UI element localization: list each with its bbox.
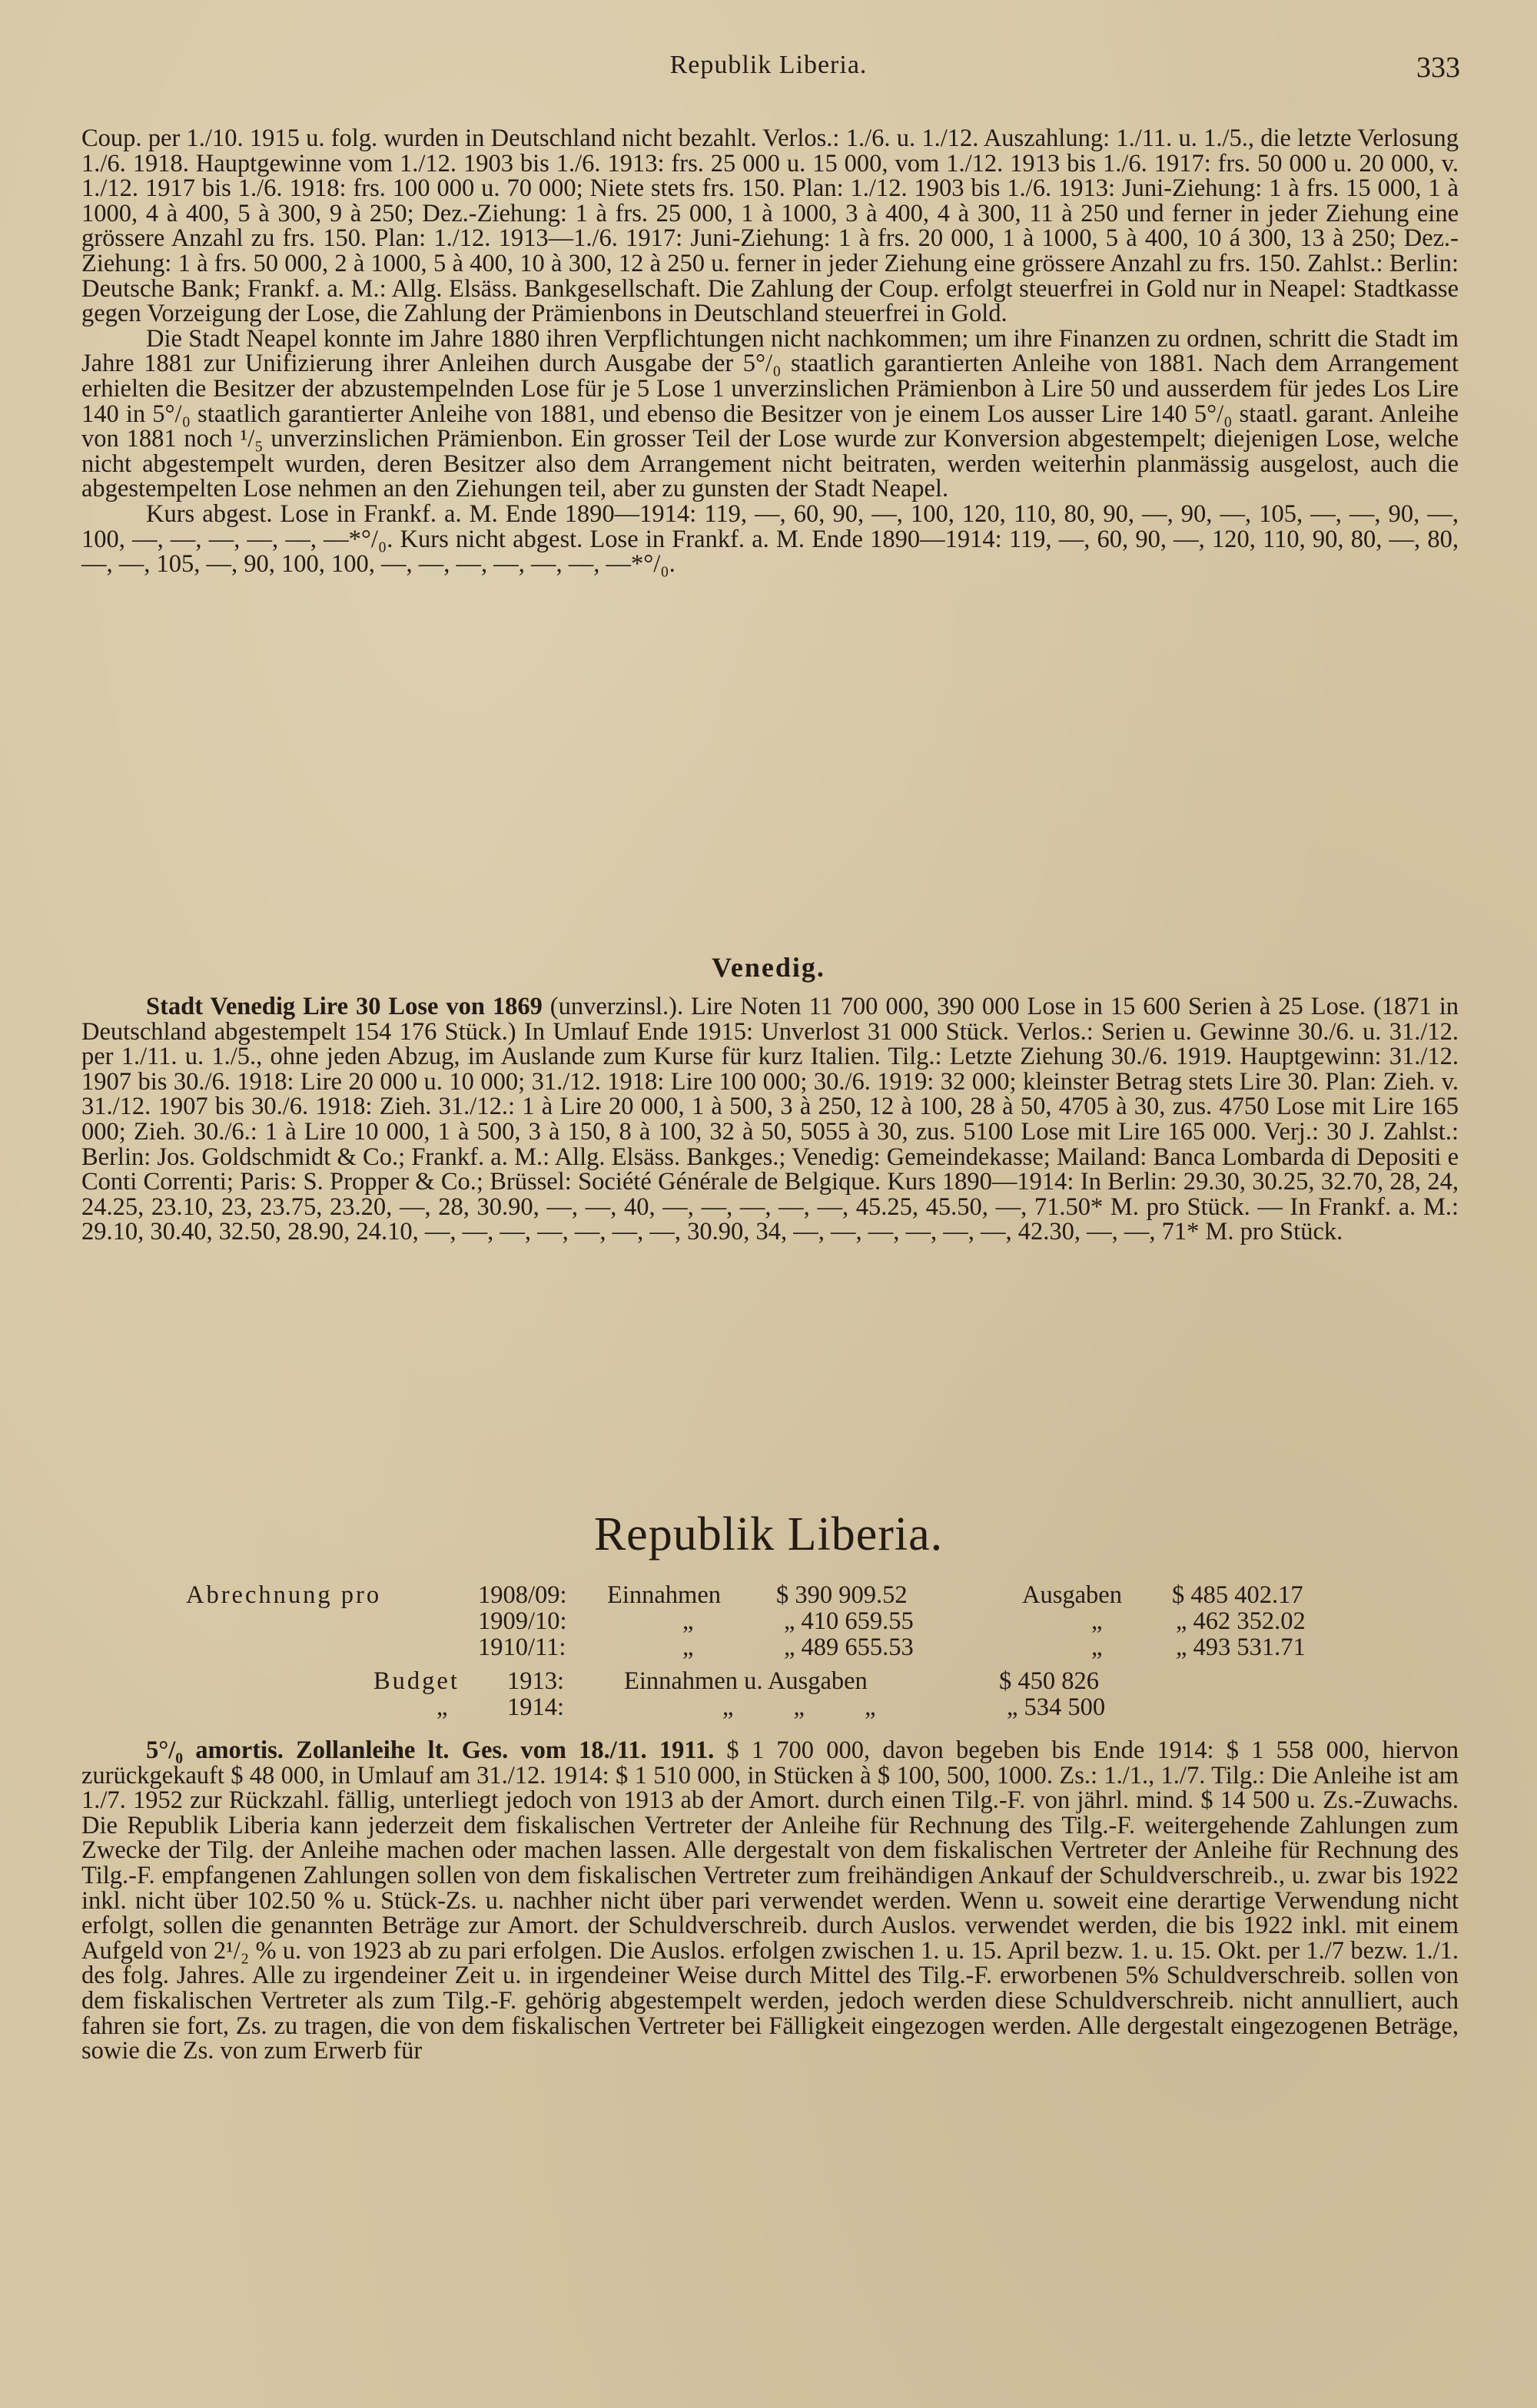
row-2-period: 1909/10: xyxy=(478,1607,567,1635)
row-1-period: 1908/09: xyxy=(478,1581,567,1609)
venedig-lead: Stadt Venedig Lire 30 Lose von 1869 xyxy=(146,993,543,1020)
row-3-out-label: „ xyxy=(1091,1634,1103,1661)
budget-1-year: 1913: xyxy=(507,1667,565,1695)
budget-1-text: Einnahmen u. Ausgaben xyxy=(624,1667,868,1695)
row-1-out-label: Ausgaben xyxy=(1022,1581,1122,1609)
neapel-section xyxy=(81,126,1459,577)
budget-2-value: „ 534 500 xyxy=(1007,1693,1106,1721)
row-3-period: 1910/11: xyxy=(478,1634,566,1661)
venedig-section xyxy=(81,994,1459,1245)
budget-2-year: 1914: xyxy=(507,1693,565,1721)
row-1-out-value: $ 485 402.17 xyxy=(1172,1581,1303,1609)
row-2-in-label: „ xyxy=(682,1607,694,1635)
zollanleihe-section xyxy=(81,1738,1459,2064)
budget-label: Budget xyxy=(373,1667,460,1695)
row-3-out-value: „ 493 531.71 xyxy=(1176,1634,1306,1661)
running-title: Republik Liberia. xyxy=(669,51,868,79)
zollanleihe-body: $ 1 700 000, davon begeben bis Ende 1914: $ 1 558 000, hiervon zurückgekauft $ 48 000, in Umlauf am 31./12. 1914: $ 1 510 000, in Stücken à $ 100, 500, 1000. Zs.: 1./1., 1./7. Tilg.: Die Anleihe ist am 1./7. 1952 zur Rückzahl. fällig, unterliegt jedoch von 1913 ab der Amort. durch einen Tilg.-F. von jährl. mind. $ 14 500 u. Zs.-Zuwachs. Die Republik Liberia kann jederzeit dem fiskalischen Vertreter der Anleihe für Rechnung des Tilg.-F. weitergehende Zahlungen zum Zwecke der Tilg. der Anleihe machen oder machen lassen. Alle dergestalt von dem fiskalischen Vertreter der Anleihe für Rechnung des Tilg.-F. empfangenen Zahlungen sollen von dem fiskalischen Vertreter zum freihändigen Ankauf der Schuldverschreib., u. zwar bis 1922 inkl. nicht über 102.50 % u. Stück-Zs. u. nachher nicht über pari verwendet werden. Wenn u. soweit eine derartige Verwendung nicht erfolgt, sollen die genannten Beträge zur Amort. der Schuldverschreib. durch Auslos. verwendet werden, die bis 1922 inkl. mit einem Aufgeld von 2¹/₂ % u. von 1923 ab zu pari erfolgen. Die Auslos. erfolgen zwischen 1. u. 15. April bezw. 1. u. 15. Okt. per 1./7 bezw. 1./1. des folg. Jahres. Alle zu irgendeiner Zeit u. in irgendeiner Weise durch Mittel des Tilg.-F. erworbenen 5% Schuldverschreib. sollen von dem fiskalischen Vertreter als zum Tilg.-F. gehörig abgestempelt werden, jedoch werden diese Schuldverschreib. nicht annulliert, auch fahren sie fort, Zs. zu tragen, die von dem fiskalischen Vertreter bei Fälligkeit eingezogen werden. Alle dergestalt eingezogenen Beträge, sowie die Zs. von zum Erwerb für xyxy=(81,1736,1459,2065)
row-2-out-label: „ xyxy=(1091,1607,1103,1635)
budget-2-text: „ „ „ xyxy=(722,1693,876,1721)
budget-1-value: $ 450 826 xyxy=(999,1667,1099,1695)
row-1-in-label: Einnahmen xyxy=(607,1581,722,1609)
row-3-in-value: „ 489 655.53 xyxy=(784,1634,914,1661)
page-header xyxy=(77,51,1460,89)
budget-2-prefix: „ xyxy=(437,1693,448,1721)
row-1-in-value: $ 390 909.52 xyxy=(776,1581,908,1609)
row-3-in-label: „ xyxy=(682,1634,694,1661)
page-number: 333 xyxy=(1416,51,1460,84)
zollanleihe-paragraph xyxy=(81,1738,1459,2064)
abrechnung-label: Abrechnung pro xyxy=(186,1581,382,1609)
row-2-in-value: „ 410 659.55 xyxy=(784,1607,914,1635)
venedig-heading: Venedig. xyxy=(712,952,825,983)
liberia-finance-table xyxy=(0,1583,1537,1729)
venedig-body: (unverzinsl.). Lire Noten 11 700 000, 390 000 Lose in 15 600 Serien à 25 Lose. (1871 in Deutschland abgestempelt 154 176 Stück.) In Umlauf Ende 1915: Unverlost 31 000 Stück. Verlos.: Serien u. Gewinne 30./6. u. 31./12. per 1./11. u. 1./5., ohne jeden Abzug, im Auslande zum Kurse für kurz Italien. Tilg.: Letzte Ziehung 30./6. 1919. Hauptgewinn: 31./12. 1907 bis 30./6. 1918: Lire 20 000 u. 10 000; 31./12. 1918: Lire 100 000; 30./6. 1919: 32 000; kleinster Betrag stets Lire 30. Plan: Zieh. v. 31./12. 1907 bis 30./6. 1918: Zieh. 31./12.: 1 à Lire 20 000, 1 à 500, 3 à 250, 12 à 100, 28 à 50, 4705 à 30, zus. 4750 Lose mit Lire 165 000; Zieh. 30./6.: 1 à Lire 10 000, 1 à 500, 3 à 150, 8 à 100, 32 à 50, 5055 à 30, zus. 5100 Lose mit Lire 165 000. Verj.: 30 J. Zahlst.: Berlin: Jos. Goldschmidt & Co.; Frankf. a. M.: Allg. Elsäss. Bankges.; Venedig: Gemeindekasse; Mailand: Banca Lombarda di Depositi e Conti Correnti; Paris: S. Propper & Co.; Brüssel: Société Générale de Belgique. Kurs 1890—1914: In Berlin: 29.30, 30.25, 32.70, 28, 24, 24.25, 23.10, 23, 23.75, 23.20, —, 28, 30.90, —, —, 40, —, —, —, —, —, 45.25, 45.50, —, 71.50* M. pro Stück. — In Frankf. a. M.: 29.10, 30.40, 32.50, 28.90, 24.10, —, —, —, —, —, —, —, 30.90, 34, —, —, —, —, —, —, 42.30, —, —, 71* M. pro Stück. xyxy=(81,993,1459,1246)
row-2-out-value: „ 462 352.02 xyxy=(1176,1607,1306,1635)
zollanleihe-lead: 5°/₀ amortis. Zollanleihe lt. Ges. vom 18./11. 1911. xyxy=(146,1736,715,1764)
liberia-heading: Republik Liberia. xyxy=(593,1508,944,1561)
venedig-paragraph xyxy=(81,994,1459,1245)
neapel-paragraph-1: Coup. per 1./10. 1915 u. folg. wurden in Deutschland nicht bezahlt. Verlos.: 1./6. u. 1./12. Auszahlung: 1./11. u. 1./5., die letzte Verlosung 1./6. 1918. Hauptgewinne vom 1./12. 1903 bis 1./6. 1913: frs. 25 000 u. 15 000, vom 1./12. 1913 bis 1./6. 1917: frs. 50 000 u. 20 000, v. 1./12. 1917 bis 1./6. 1918: frs. 100 000 u. 70 000; Niete stets frs. 150. Plan: 1./12. 1903 bis 1./6. 1913: Juni-Ziehung: 1 à frs. 15 000, 1 à 1000, 4 à 400, 5 à 300, 9 à 250; Dez.-Ziehung: 1 à frs. 25 000, 1 à 1000, 3 à 400, 4 à 300, 11 à 250 und ferner in jeder Ziehung eine grössere Anzahl zu frs. 150. Plan: 1./12. 1913—1./6. 1917: Juni-Ziehung: 1 à frs. 20 000, 1 à 1000, 5 à 400, 10 á 300, 13 à 250; Dez.-Ziehung: 1 à frs. 50 000, 2 à 1000, 5 à 400, 10 à 300, 12 à 250 u. ferner in jeder Ziehung eine grössere Anzahl zu frs. 150. Zahlst.: Berlin: Deutsche Bank; Frankf. a. M.: Allg. Elsäss. Bankgesellschaft. Die Zahlung der Coup. erfolgt steuerfrei in Gold nur in Neapel: Stadtkasse gegen Vorzeigung der Lose, die Zahlung der Prämienbons in Deutschland steuerfrei in Gold. xyxy=(81,124,1459,328)
neapel-paragraph-2: Die Stadt Neapel konnte im Jahre 1880 ihren Verpflichtungen nicht nachkommen; um ihre Finanzen zu ordnen, schritt die Stadt im Jahre 1881 zur Unifizierung ihrer Anleihen durch Ausgabe der 5°/₀ staatlich garantierten Anleihe von 1881. Nach dem Arrangement erhielten die Besitzer der abzustempelnden Lose für je 5 Lose 1 unverzinslichen Prämienbon à Lire 50 und ausserdem für jedes Los Lire 140 in 5°/₀ staatlich garantierter Anleihe von 1881, und ebenso die Besitzer von je einem Los ausser Lire 140 5°/₀ staatl. garant. Anleihe von 1881 noch ¹/₅ unverzinslichen Prämienbon. Ein grosser Teil der Lose wurde zur Konversion abgestempelt; diejenigen Lose, welche nicht abgestempelt wurden, deren Besitzer also dem Arrangement nicht beitraten, werden weiterhin planmässig ausgelost, auch die abgestempelten Lose nehmen an den Ziehungen teil, aber zu gunsten der Stadt Neapel. xyxy=(81,324,1459,503)
neapel-paragraph-3: Kurs abgest. Lose in Frankf. a. M. Ende 1890—1914: 119, —, 60, 90, —, 100, 120, 110, 80, 90, —, 90, —, 105, —, —, 90, —, 100, —, —, —, —, —, —*°/₀. Kurs nicht abgest. Lose in Frankf. a. M. Ende 1890—1914: 119, —, 60, 90, —, 120, 110, 90, 80, —, 80, —, —, 105, —, 90, 100, 100, —, —, —, —, —, —, —*°/₀. xyxy=(81,499,1459,579)
